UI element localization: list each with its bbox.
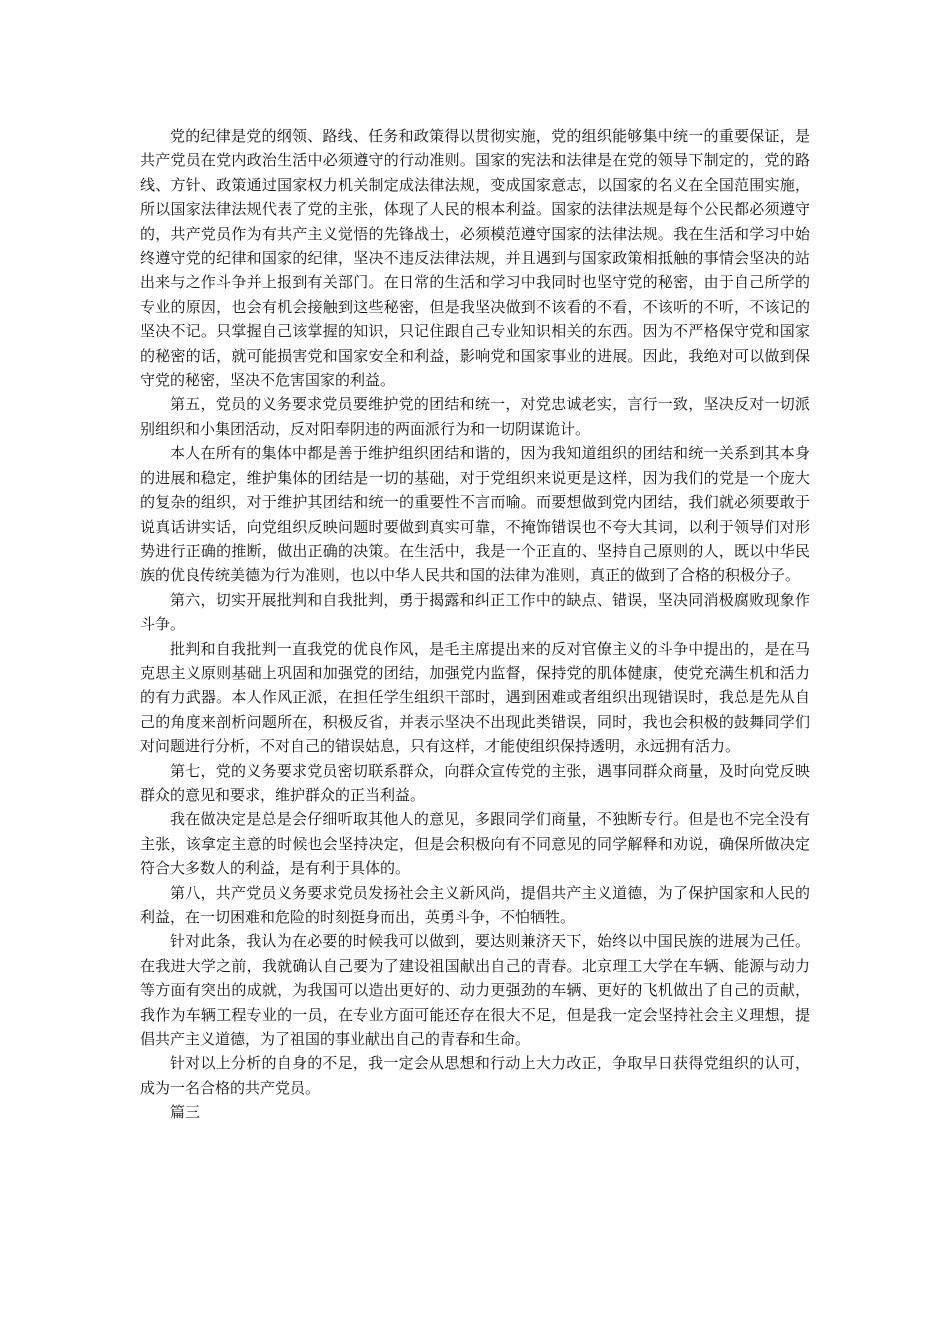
paragraph-fifth-duty: 第五，党员的义务要求党员要维护党的团结和统一，对党忠诚老实，言行一致，坚决反对一切派别组织和小集团活动，反对阳奉阴违的两面派行为和一切阴谋诡计。 (140, 395, 810, 438)
paragraph-sacrifice-reflection: 针对此条，我认为在必要的时候我可以做到，要达则兼济天下，始终以中国民族的进展为己任。在我进大学之前，我就确认自己要为了建设祖国献出自己的青春。北京理工大学在车辆、能源与动力等方面有突出的成就，为我国可以造出更好的、动力更强劲的车辆、更好的飞机做出了自己的贡献，我作为车辆工程专业的一员，在专业方面可能还存在很大不足，但是我一定会坚持社会主义理想，提倡共产主义道德，为了祖国的事业献出自己的青春和生命。 (140, 932, 810, 1049)
paragraph-party-discipline: 党的纪律是党的纲领、路线、任务和政策得以贯彻实施，党的组织能够集中统一的重要保证，是共产党员在党内政治生活中必须遵守的行动准则。国家的宪法和法律是在党的领导下制定的，党的路线、方针、政策通过国家权力机关制定成法律法规，变成国家意志，以国家的名义在全国范围实施，所以国家法律法规代表了党的主张，体现了人民的根本利益。国家的法律法规是每个公民都必须遵守的，共产党员作为有共产主义觉悟的先锋战士，必须模范遵守国家的法律法规。我在生活和学习中始终遵守党的纪律和国家的纪律，坚决不违反法律法规，并且遇到与国家政策相抵触的事情会坚决的站出来与之作斗争并上报到有关部门。在日常的生活和学习中我同时也坚守党的秘密，由于自己所学的专业的原因，也会有机会接触到这些秘密，但是我坚决做到不该看的不看，不该听的不听，不该记的坚决不记。只掌握自己该掌握的知识，只记住跟自己专业知识相关的东西。因为不严格保守党和国家的秘密的话，就可能损害党和国家安全和利益，影响党和国家事业的进展。因此，我绝对可以做到保守党的秘密，坚决不危害国家的利益。 (140, 127, 810, 390)
paragraph-sixth-duty: 第六，切实开展批判和自我批判，勇于揭露和纠正工作中的缺点、错误，坚决同消极腐败现象作斗争。 (140, 590, 810, 634)
document-page (140, 124, 810, 1125)
section-heading-part-three: 篇三 (170, 1103, 201, 1122)
paragraph-masses-reflection: 我在做决定是总是会仔细听取其他人的意见，多跟同学们商量，不独断专行。但是也不完全没有主张，该拿定主意的时候也会坚持决定，但是会积极向有不同意见的同学解释和劝说，确保所做决定符合大多数人的利益，是有利于具体的。 (140, 810, 810, 878)
paragraph-conclusion: 针对以上分析的自身的不足，我一定会从思想和行动上大力改正，争取早日获得党组织的认可，成为一名合格的共产党员。 (140, 1054, 810, 1097)
paragraph-unity-reflection: 本人在所有的集体中都是善于维护组织团结和谐的，因为我知道组织的团结和统一关系到其本身的进展和稳定，维护集体的团结是一切的基础，对于党组织来说更是这样，因为我们的党是一个庞大的复杂的组织，对于维护其团结和统一的重要性不言而喻。而要想做到党内团结，我们就必须要敢于说真话讲实话，向党组织反映问题时要做到真实可靠，不掩饰错误也不夸大其词，以利于领导们对形势进行正确的推断，做出正确的决策。在生活中，我是一个正直的、坚持自己原则的人，既以中华民族的优良传统美德为行为准则，也以中华人民共和国的法律为准则，真正的做到了合格的积极分子。 (140, 444, 810, 585)
paragraph-criticism-reflection: 批判和自我批判一直我党的优良作风，是毛主席提出来的反对官僚主义的斗争中提出的，是在马克思主义原则基础上巩固和加强党的团结，加强党内监督，保持党的肌体健康，使党充满生机和活力的有力武器。本人作风正派，在担任学生组织干部时，遇到困难或者组织出现错误时，我总是先从自己的角度来剖析问题所在，积极反省，并表示坚决不出现此类错误，同时，我也会积极的鼓舞同学们对问题进行分析，不对自己的错误姑息，只有这样，才能使组织保持透明，永远拥有活力。 (140, 639, 810, 756)
paragraph-seventh-duty: 第七，党的义务要求党员密切联系群众，向群众宣传党的主张，遇事同群众商量，及时向党反映群众的意见和要求，维护群众的正当利益。 (140, 761, 810, 804)
paragraph-eighth-duty: 第八，共产党员义务要求党员发扬社会主义新风尚，提倡共产主义道德，为了保护国家和人民的利益，在一切困难和危险的时刻挺身而出，英勇斗争，不怕牺牲。 (140, 883, 810, 926)
